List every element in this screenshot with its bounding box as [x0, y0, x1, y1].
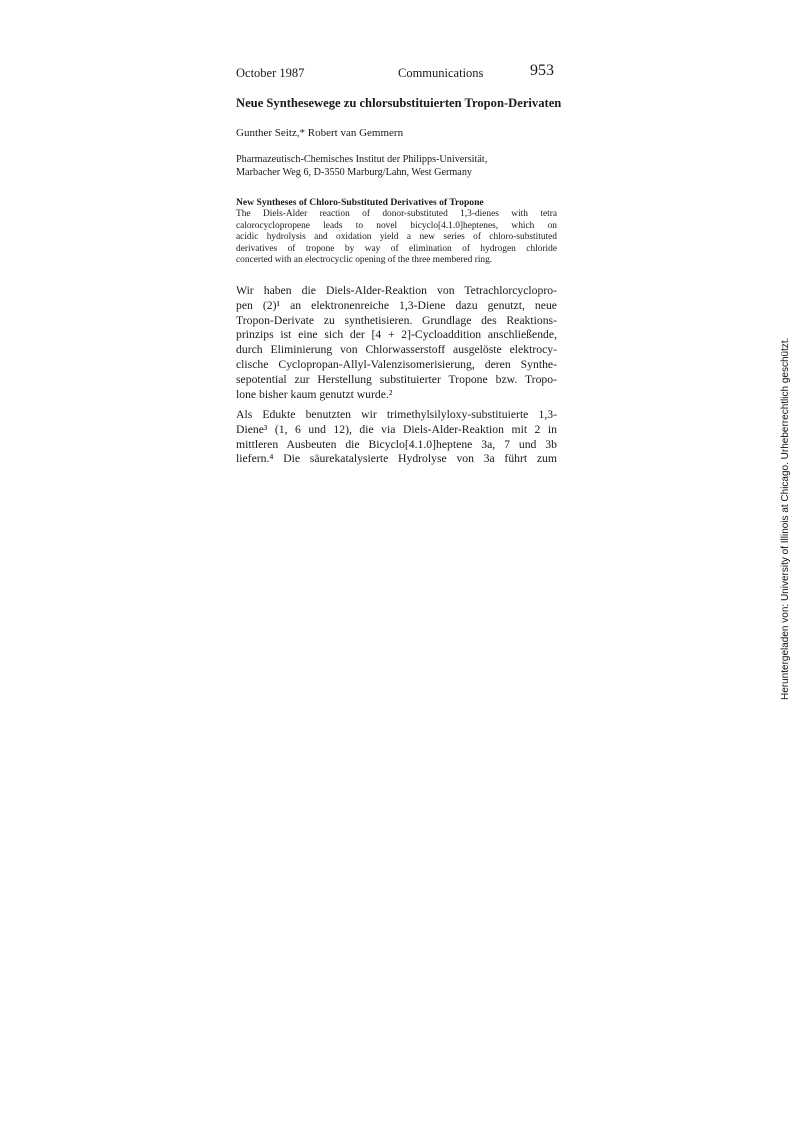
paragraph-line: Tropon-Derivate zu synthetisieren. Grundlage des Reaktions-: [236, 313, 557, 327]
affiliation: [236, 153, 576, 179]
paragraph-line: mittleren Ausbeuten die Bicyclo[4.1.0]heptene 3a, 7 und 3b: [236, 437, 557, 451]
article-title: Neue Synthesewege zu chlorsubstituierten Tropon-Derivaten: [236, 96, 562, 110]
paragraph-line: lone bisher kaum genutzt wurde.²: [236, 387, 393, 401]
paragraph-line: durch Eliminierung von Chlorwasserstoff ausgelöste elektrocy-: [236, 343, 557, 357]
paragraph-line: liefern.⁴ Die säurekatalysierte Hydrolyse von 3a führt zum: [236, 452, 557, 466]
abstract-line: The Diels-Alder reaction of donor-substituted 1,3-dienes with tetra: [236, 209, 557, 219]
article-authors: Gunther Seitz,* Robert van Gemmern: [236, 127, 404, 139]
paragraph-line: Als Edukte benutzten wir trimethylsilyloxy-substituierte 1,3-: [236, 408, 557, 421]
paragraph-line: sepotential zur Herstellung substituierter Tropone bzw. Tropo-: [236, 372, 557, 386]
section-name: Communications: [398, 66, 484, 80]
body-paragraph-1: [236, 284, 557, 402]
abstract-line: calorocyclopropene leads to novel bicyclo[4.1.0]heptenes, which on: [236, 220, 557, 231]
abstract-line: derivatives of tropone by way of elimination of hydrogen chloride: [236, 243, 557, 254]
abstract-line: acidic hydrolysis and oxidation yield a new series of chloro-substituted: [236, 232, 557, 243]
paragraph-line: clische Cyclopropan-Allyl-Valenzisomerisierung, deren Synthe-: [236, 357, 557, 371]
paragraph-line: Diene³ (1, 6 und 12), die via Diels-Alder-Reaktion mit 2 in: [236, 422, 557, 436]
body-paragraph-2: [236, 408, 557, 467]
paragraph-line: prinzips ist eine sich der [4 + 2]-Cycloaddition anschließende,: [236, 328, 557, 342]
affiliation-line: Marbacher Weg 6, D-3550 Marburg/Lahn, West Germany: [236, 167, 473, 178]
paragraph-line: pen (2)¹ an elektronenreiche 1,3-Diene dazu genutzt, neue: [236, 298, 557, 312]
page-number: 953: [530, 62, 554, 79]
running-header: [236, 62, 556, 82]
affiliation-line: Pharmazeutisch-Chemisches Institut der Philipps-Universität,: [236, 154, 488, 165]
issue-date: October 1987: [236, 66, 305, 80]
paragraph-line: Wir haben die Diels-Alder-Reaktion von Tetrachlorcyclopro-: [236, 284, 557, 297]
download-stamp: Heruntergeladen von: University of Illinois at Chicago. Urheberrechtlich geschützt.: [780, 337, 791, 700]
abstract-line: concerted with an electrocyclic opening of the three membered ring.: [236, 255, 493, 266]
abstract: [236, 209, 557, 267]
english-title: New Syntheses of Chloro-Substituted Derivatives of Tropone: [236, 197, 484, 208]
